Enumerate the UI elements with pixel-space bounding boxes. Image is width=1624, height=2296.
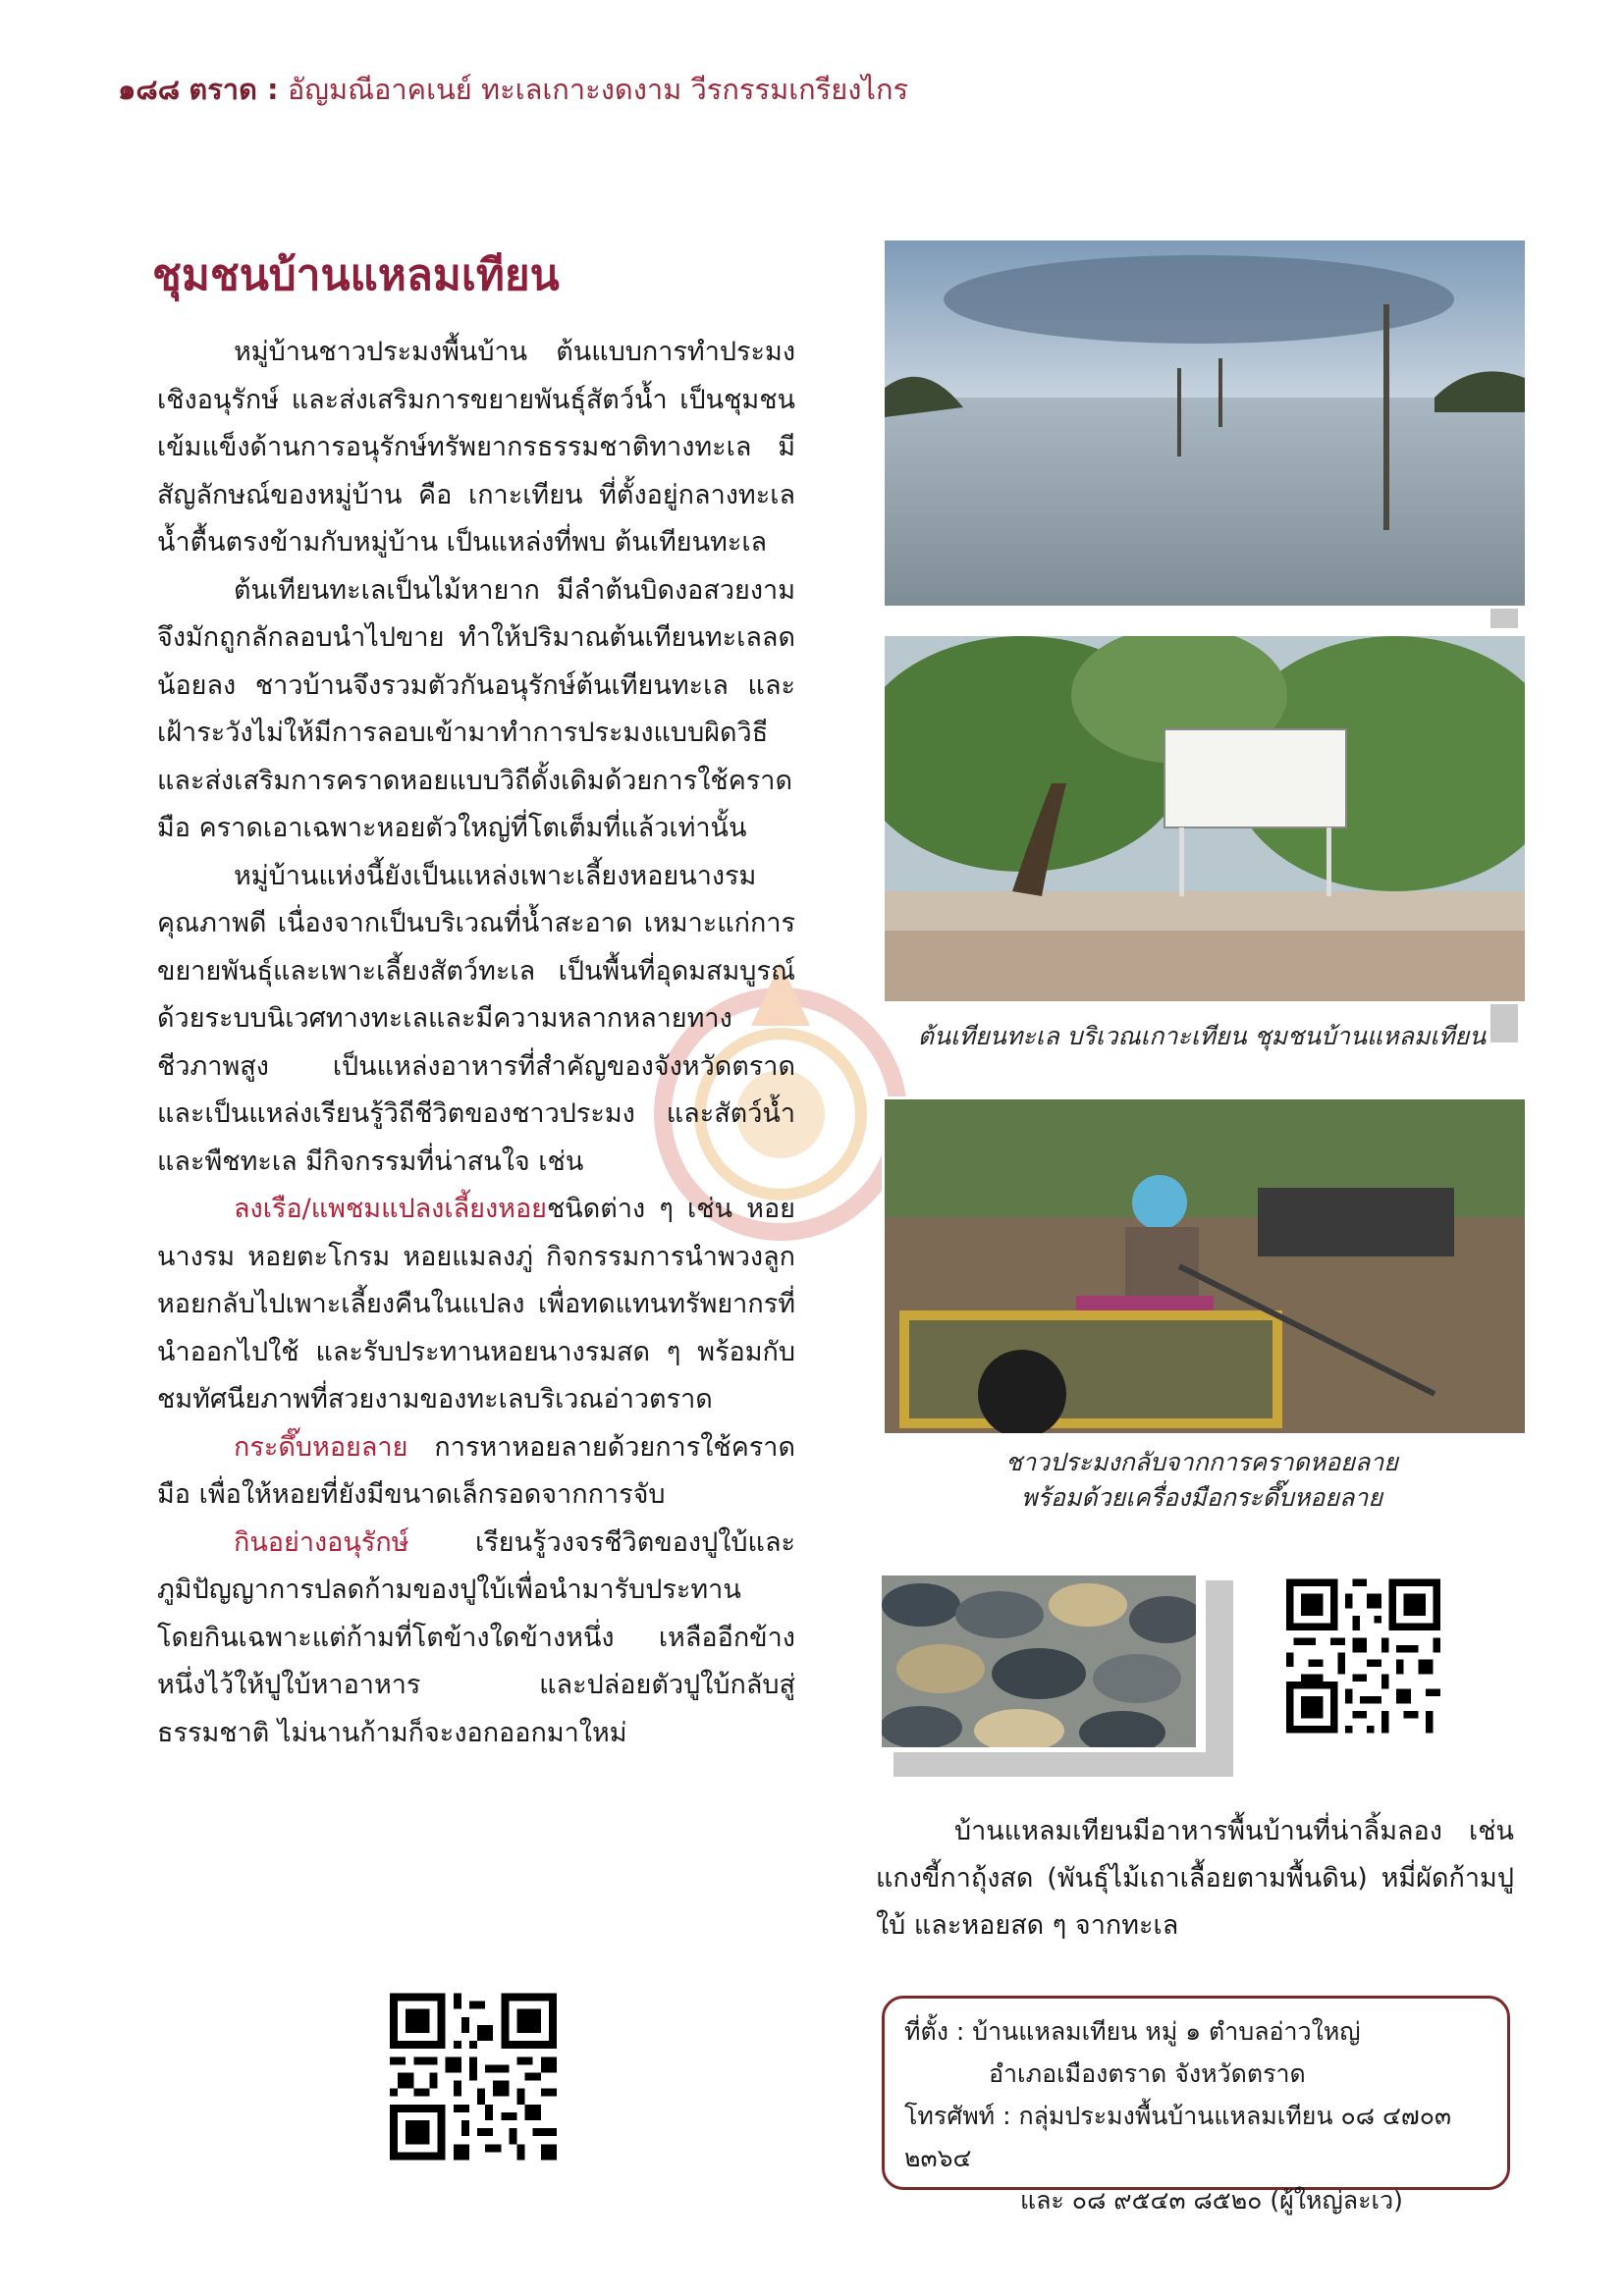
paragraph-oyster-farming: หมู่บ้านแห่งนี้ยังเป็นแหล่งเพาะเลี้ยงหอยนางรมคุณภาพดี เนื่องจากเป็นบริเวณที่น้ำสะอาด เหมาะแก่การขยายพันธุ์และเพาะเลี้ยงสัตว์ทะเล เป็นพื้นที่อุดมสมบูรณ์ด้วยระบบนิเวศทางทะเลและมีความหลากหลายทางชีวภาพสูง เป็นแหล่งอาหารที่สำคัญของจังหวัดตราด และเป็นแหล่งเรียนรู้วิถีชีวิตของชาวประมง และสัตว์น้ำและพืชทะเล มีกิจกรรมที่น่าสนใจ เช่น [157, 860, 795, 1177]
paragraph-sea-candle-tree: ต้นเทียนทะเลเป็นไม้หายาก มีลำต้นบิดงอสวยงาม จึงมักถูกลักลอบนำไปขาย ทำให้ปริมาณต้นเทียนทะเลลดน้อยลง ชาวบ้านจึงรวมตัวกันอนุรักษ์ต้นเทียนทะเล และเฝ้าระวังไม่ให้มีการลอบเข้ามาทำการประมงแบบผิดวิธี และส่งเสริมการคราดหอยแบบวิถีดั้งเดิมด้วยการใช้คราดมือ คราดเอาเฉพาะหอยตัวใหญ่ที่โตเต็มที่แล้วเท่านั้น [157, 574, 795, 843]
qr-code-right[interactable] [1286, 1578, 1440, 1734]
local-food-section [876, 1808, 1514, 1949]
contact-info-box [882, 1996, 1510, 2215]
phone-line-2: และ ๐๘ ๙๕๔๓ ๘๕๒๐ (ผู้ใหญ่ละเว) [1020, 2186, 1403, 2215]
caption-photo-fisherman [882, 1445, 1522, 1516]
phone-line-1: โทรศัพท์ : กลุ่มประมงพื้นบ้านแหลมเทียน ๐๘ ๔๗๐๓ ๒๓๖๔ [904, 2102, 1452, 2172]
location-line-2: อำเภอเมืองตราด จังหวัดตราด [989, 2059, 1306, 2088]
photo-sea-view [882, 238, 1528, 609]
paragraph-clam-raking [157, 1424, 795, 1520]
article-title: ชุมชนบ้านแหลมเทียน [152, 250, 560, 300]
caption-line-2: พร้อมด้วยเครื่องมือกระดึ๊บหอยลาย [1021, 1483, 1382, 1512]
activity-clam-raking: กระดึ๊บหอยลาย [234, 1431, 408, 1463]
activity-eat-conservatively-text: เรียนรู้วงจรชีวิตของปูใบ้และภูมิปัญญาการปลดก้ามของปูใบ้เพื่อนำมารับประทาน โดยกินเฉพาะแต่ก้ามที่โตข้างใดข้างหนึ่ง เหลืออีกข้างหนึ่งไว้ให้ปูใบ้หาอาหาร และปล่อยตัวปูใบ้กลับสู่ธรรมชาติ ไม่นานก้ามก็จะงอกออกมาใหม่ [157, 1526, 795, 1748]
running-header [118, 67, 908, 112]
page-number: ๑๘๘ [118, 73, 181, 106]
photo-shadow [1206, 1580, 1233, 1777]
article-body [157, 329, 795, 1757]
paragraph-boat-tour [157, 1186, 795, 1424]
qr-code-left[interactable] [390, 1991, 557, 2163]
photo-sea-candle-trees [882, 633, 1528, 1004]
paragraph-eat-conservatively [157, 1520, 795, 1758]
book-title: ตราด : [189, 73, 279, 106]
activity-boat-tour: ลงเรือ/แพชมแปลงเลี้ยงหอย [234, 1194, 547, 1224]
caption-line-1: ชาวประมงกลับจากการคราดหอยลาย [1005, 1448, 1398, 1476]
photo-fisherman [882, 1096, 1528, 1436]
activity-eat-conservatively: กินอย่างอนุรักษ์ [234, 1526, 409, 1558]
paragraph-intro: หมู่บ้านชาวประมงพื้นบ้าน ต้นแบบการทำประมงเชิงอนุรักษ์ และส่งเสริมการขยายพันธุ์สัตว์น้ำ เป็นชุมชนเข้มแข็งด้านการอนุรักษ์ทรัพยากรธรรมชาติทางทะเล มีสัญลักษณ์ของหมู่บ้าน คือ เกาะเทียน ที่ตั้งอยู่กลางทะเลน้ำตื้นตรงข้ามกับหมู่บ้าน เป็นแหล่งที่พบ ต้นเทียนทะเล [157, 337, 795, 558]
activity-clam-raking-text: การหาหอยลายด้วยการใช้คราดมือ เพื่อให้หอยที่ยังมีขนาดเล็กรอดจากการจับ [157, 1431, 795, 1510]
photo-clams [882, 1575, 1196, 1747]
local-food-text: บ้านแหลมเทียนมีอาหารพื้นบ้านที่น่าลิ้มลอง เช่น แกงขี้กาถุ้งสด (พันธุ์ไม้เถาเลื้อยตามพื้นดิน) หมี่ผัดก้ามปูใบ้ และหอยสด ๆ จากทะเล [876, 1816, 1514, 1941]
photo-shadow [893, 1752, 1233, 1777]
location-line-1: ที่ตั้ง : บ้านแหลมเทียน หมู่ ๑ ตำบลอ่าวใหญ่ [904, 2017, 1361, 2046]
caption-photo-trees: ต้นเทียนทะเล บริเวณเกาะเทียน ชุมชนบ้านแหลมเทียน [917, 1022, 1487, 1050]
book-subtitle: อัญมณีอาคเนย์ ทะเลเกาะงดงาม วีรกรรมเกรียงไกร [287, 73, 909, 106]
activity-boat-tour-text: ชนิดต่าง ๆ เช่น หอยนางรม หอยตะโกรม หอยแมลงภู่ กิจกรรมการนำพวงลูกหอยกลับไปเพาะเลี้ยงคืนในแปลง เพื่อทดแทนทรัพยากรที่นำออกไปใช้ และรับประทานหอยนางรมสด ๆ พร้อมกับชมทัศนียภาพที่สวยงามของทะเลบริเวณอ่าวตราด [157, 1194, 795, 1415]
